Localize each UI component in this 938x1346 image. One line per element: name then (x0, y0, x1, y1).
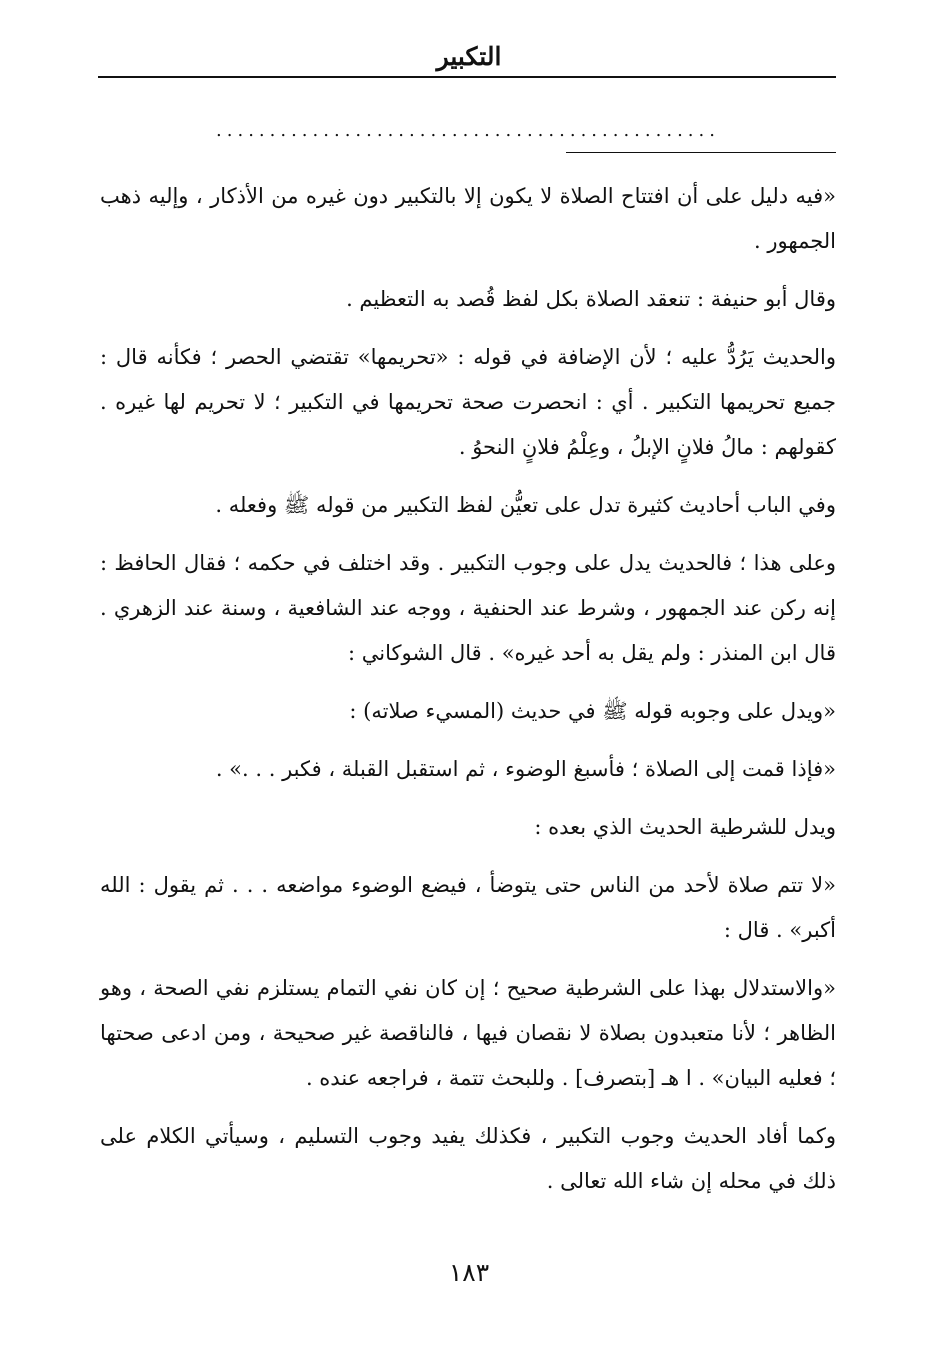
paragraph-9: «لا تتم صلاة لأحد من الناس حتى يتوضأ ، فيضع الوضوء مواضعه . . . ثم يقول : الله أكبر» . قال : (100, 873, 836, 942)
paragraph-2: وقال أبو حنيفة : تنعقد الصلاة بكل لفظ قُصد به التعظيم . (346, 287, 836, 311)
paragraph-3: والحديث يَرُدُّ عليه ؛ لأن الإضافة في قوله : «تحريمها» تقتضي الحصر ؛ فكأنه قال : جميع تحريمها التكبير . أي : انحصرت صحة تحريمها في التكبير ؛ لا تحريم لها غيره . كقولهم : مالُ فلانٍ الإبلُ ، وعِلْمُ فلانٍ النحوُ . (100, 345, 836, 459)
paragraph-7: «فإذا قمت إلى الصلاة ؛ فأسبغ الوضوء ، ثم استقبل القبلة ، فكبر . . .» . (215, 757, 836, 781)
paragraph-4: وفي الباب أحاديث كثيرة تدل على تعيُّن لفظ التكبير من قوله ﷺ وفعله . (215, 493, 836, 517)
body-text (100, 174, 836, 1217)
page-number: ١٨٣ (448, 1258, 490, 1287)
header-rule (98, 76, 836, 78)
dotted-separator: ............................................... (216, 121, 720, 141)
paragraph-10: «والاستدلال بهذا على الشرطية صحيح ؛ إن كان نفي التمام يستلزم نفي الصحة ، وهو الظاهر ؛ لأنا متعبدون بصلاة لا نقصان فيها ، فالناقصة غير صحيحة ، ومن ادعى صحتها ؛ فعليه البيان» . ا هـ [بتصرف] . وللبحث تتمة ، فراجعه عنده . (100, 976, 836, 1090)
paragraph-11: وكما أفاد الحديث وجوب التكبير ، فكذلك يفيد وجوب التسليم ، وسيأتي الكلام على ذلك في محله إن شاء الله تعالى . (100, 1124, 836, 1193)
paragraph-6: «ويدل على وجوبه قوله ﷺ في حديث (المسيء صلاته) : (349, 699, 836, 723)
paragraph-5: وعلى هذا ؛ فالحديث يدل على وجوب التكبير . وقد اختلف في حكمه ؛ فقال الحافظ : إنه ركن عند الجمهور ، وشرط عند الحنفية ، ووجه عند الشافعية ، وسنة عند الزهري . قال ابن المنذر : ولم يقل به أحد غيره» . قال الشوكاني : (100, 551, 836, 665)
footnote-rule (566, 152, 836, 153)
paragraph-8: ويدل للشرطية الحديث الذي بعده : (534, 815, 836, 839)
page-header-title: التكبير (436, 42, 502, 71)
paragraph-1: «فيه دليل على أن افتتاح الصلاة لا يكون إلا بالتكبير دون غيره من الأذكار ، وإليه ذهب الجمهور . (100, 184, 836, 253)
